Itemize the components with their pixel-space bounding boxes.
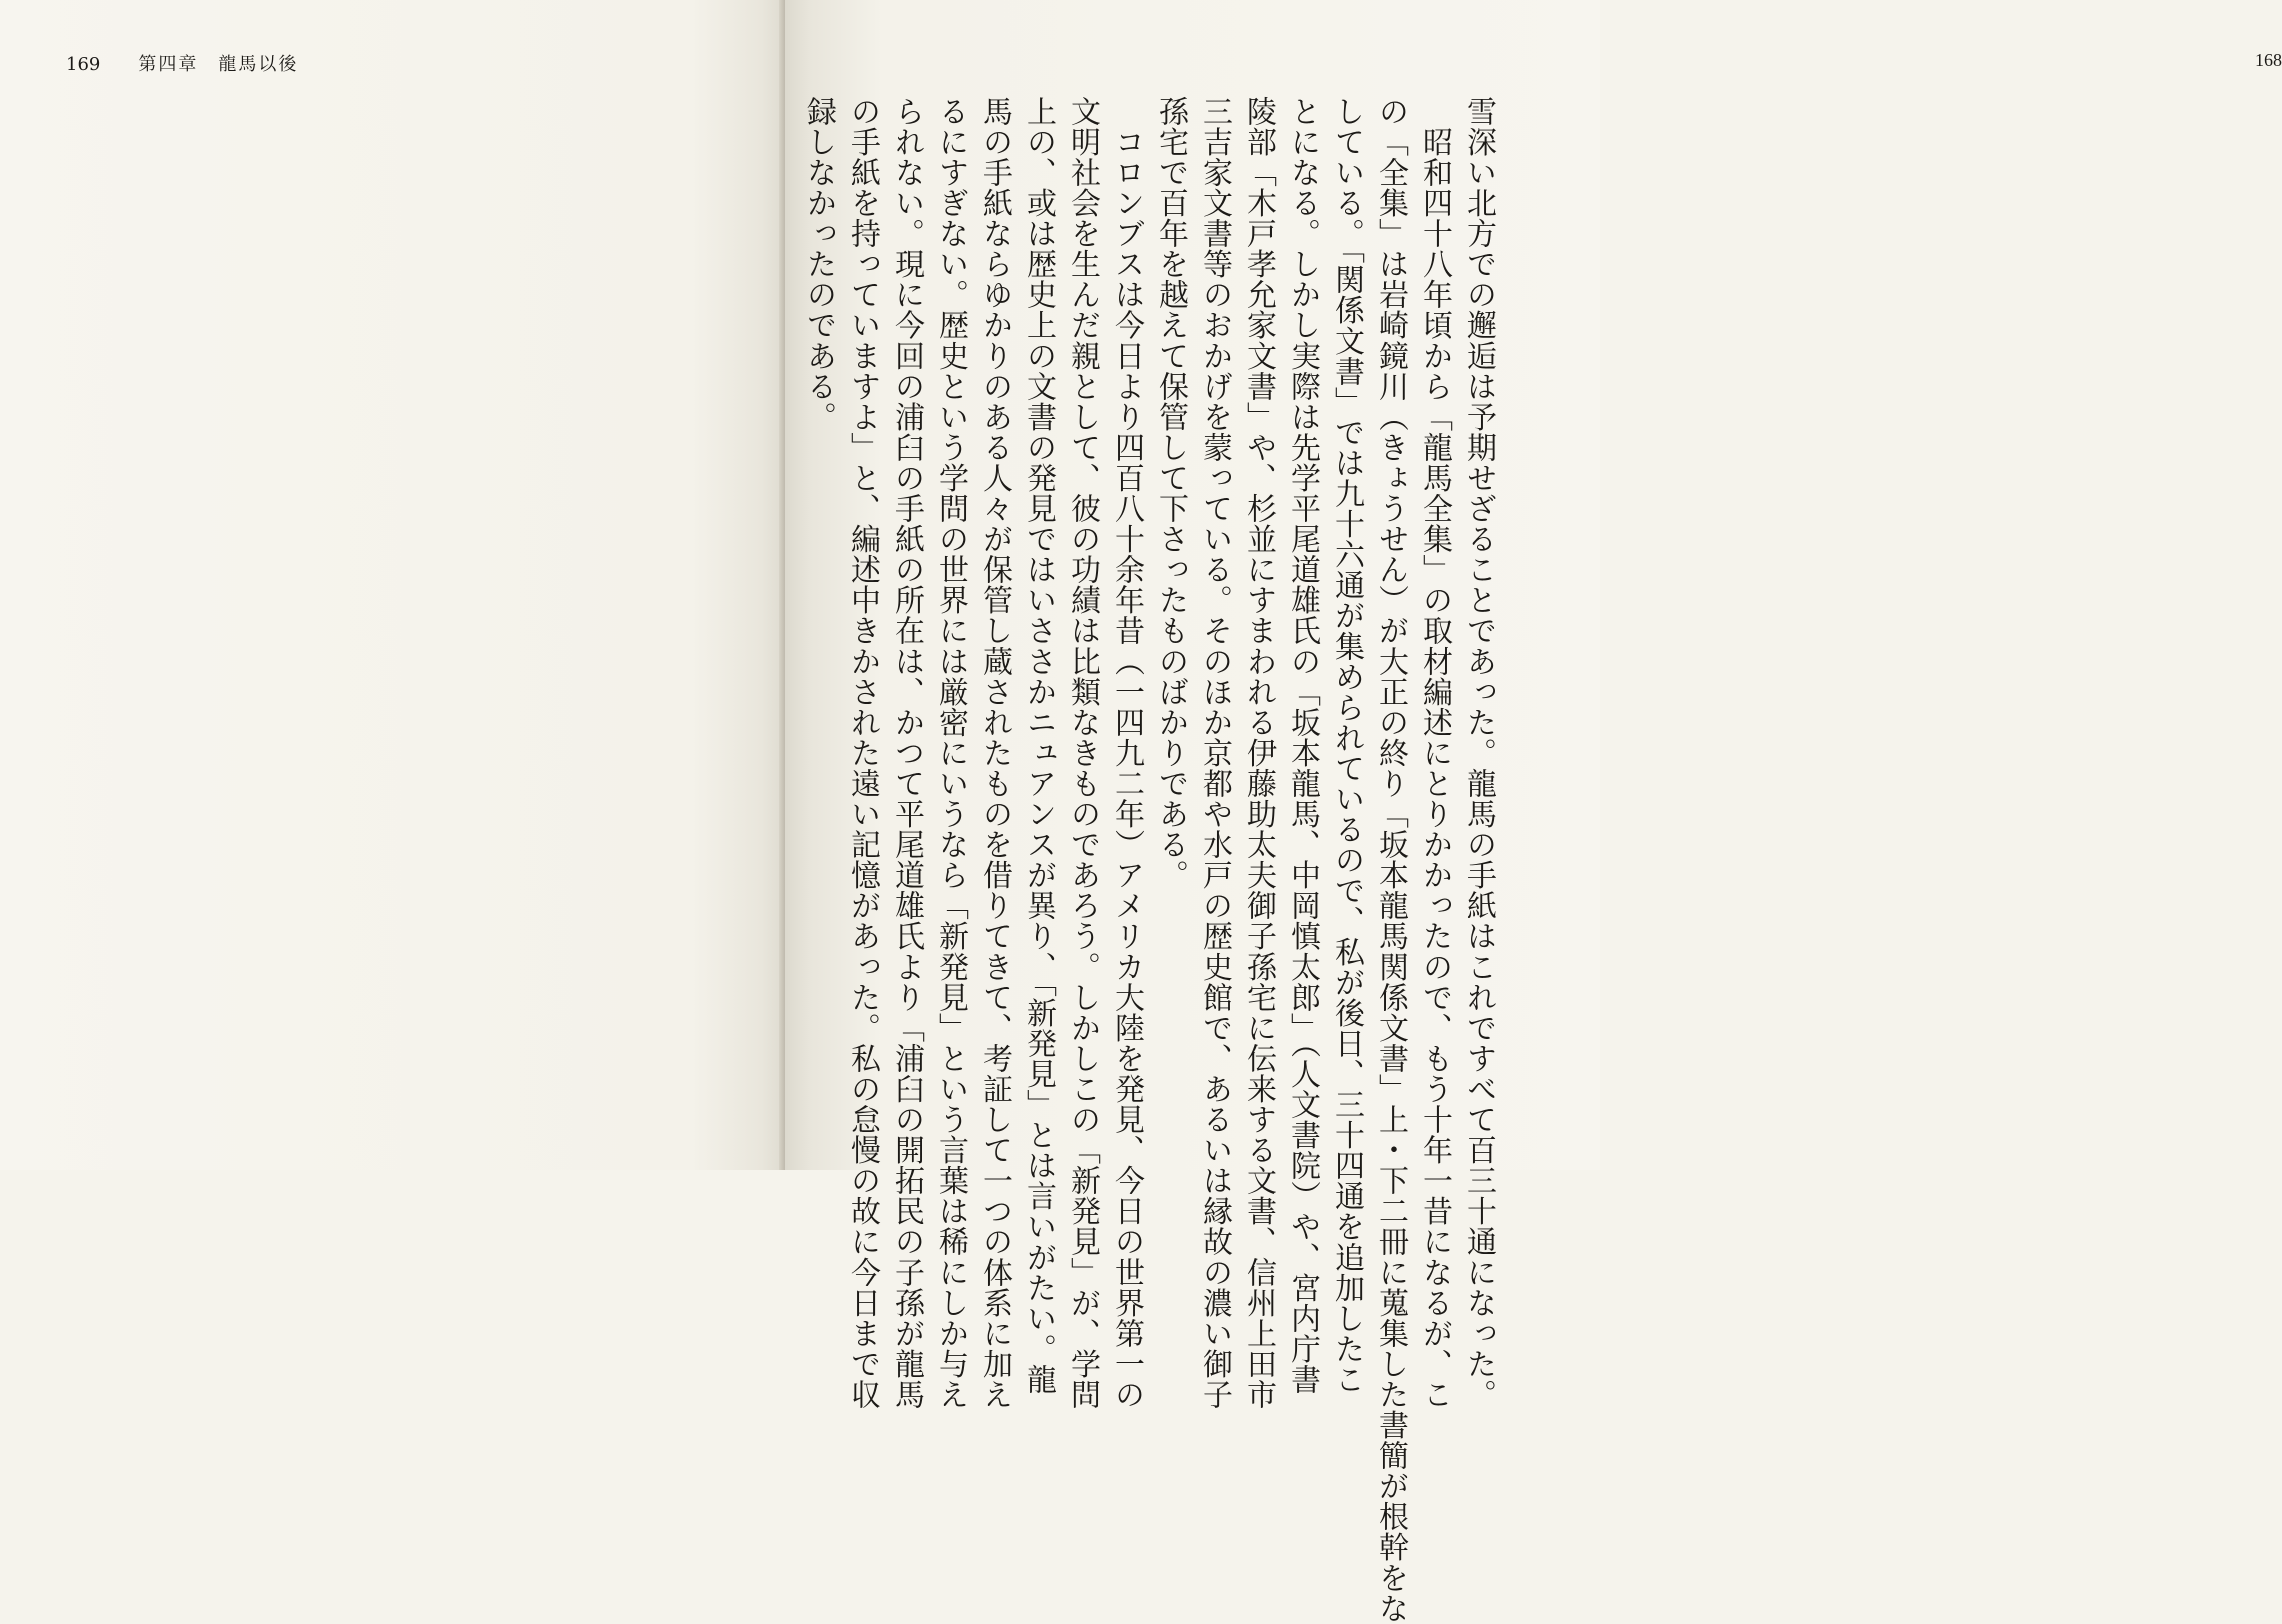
page-number-right: 168	[2255, 50, 2282, 70]
text-line: の手紙を持っていますよ」と、編述中きかされた遠い記憶があった。私の怠慢の故に今日まで収	[845, 96, 880, 1410]
right-page-body	[801, 96, 1500, 1624]
text-line: の「全集」は岩崎鏡川（きょうせん）が大正の終り「坂本龍馬関係文書」上・下二冊に蒐集した書簡が根幹をな	[1373, 96, 1408, 1624]
text-line: られない。現に今回の浦臼の手紙の所在は、かつて平尾道雄氏より「浦臼の開拓民の子孫が龍馬	[889, 96, 924, 1410]
chapter-number: 第四章	[138, 54, 199, 75]
page-number-left: 169	[66, 54, 101, 75]
text-line: 孫宅で百年を越えて保管して下さったものばかりである。	[1153, 96, 1188, 891]
text-line: るにすぎない。歴史という学問の世界には厳密にいうなら「新発見」という言葉は稀にしか与え	[933, 96, 968, 1410]
text-line: 馬の手紙ならゆかりのある人々が保管し蔵されたものを借りてきて、考証して一つの体系に加え	[977, 96, 1012, 1410]
chapter-title: 龍馬以後	[218, 54, 299, 75]
text-line: 上の、或は歴史上の文書の発見ではいささかニュアンスが異り、「新発見」とは言いがたい。龍	[1021, 96, 1056, 1395]
text-line: 雪深い北方での邂逅は予期せざることであった。龍馬の手紙はこれですべて百三十通になった。	[1461, 96, 1496, 1410]
text-line: 三吉家文書等のおかげを蒙っている。そのほか京都や水戸の歴史館で、あるいは縁故の濃い御子	[1197, 96, 1232, 1410]
text-line: している。「関係文書」では九十六通が集められているので、私が後日、三十四通を追加したこ	[1329, 96, 1364, 1395]
text-line: 文明社会を生んだ親として、彼の功績は比類なきものであろう。しかしこの「新発見」が、学問	[1065, 96, 1100, 1410]
text-line: コロンブスは今日より四百八十余年昔（一四九二年）アメリカ大陸を発見、今日の世界第一の	[1109, 96, 1144, 1410]
left-page	[0, 0, 785, 1170]
running-header	[66, 50, 298, 76]
chapter-label	[138, 50, 298, 76]
text-line: 昭和四十八年頃から「龍馬全集」の取材編述にとりかかったので、もう十年一昔になるが、こ	[1417, 96, 1452, 1410]
text-line: とになる。しかし実際は先学平尾道雄氏の「坂本龍馬、中岡慎太郎」（人文書院）や、宮内庁書	[1285, 96, 1320, 1395]
right-page	[785, 0, 2282, 1624]
text-line: 録しなかったのである。	[801, 96, 836, 433]
text-line: 陵部「木戸孝允家文書」や、杉並にすまわれる伊藤助太夫御子孫宅に伝来する文書、信州上田市	[1241, 96, 1276, 1410]
